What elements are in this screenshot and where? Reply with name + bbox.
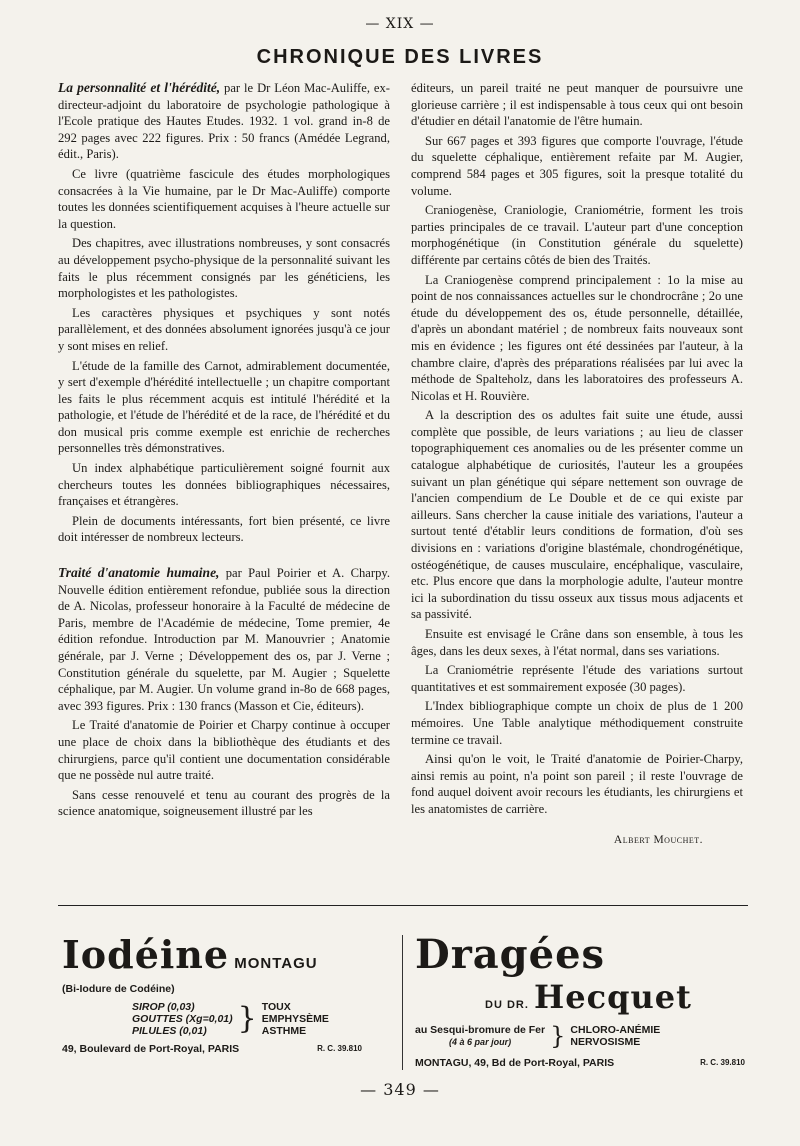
ad-composition: au Sesqui-bromure de Fer xyxy=(415,1024,546,1036)
paragraph: Des chapitres, avec illustrations nombreuses, y sont consacrés au développement psycho-physique de la personnalité suivant les faits le plus récemment consignés par les généticiens, les morphologistes et les pathologistes. xyxy=(58,236,390,301)
ad-subtitle: (Bi-Iodure de Codéine) xyxy=(62,983,175,995)
ad-iodeine xyxy=(62,932,392,1055)
paragraph: L'Index bibliographique compte un choix de plus de 1 200 mémoires. Une Table analytique méthodiquement construite termine ce travail. xyxy=(411,699,743,747)
paragraph: La Craniométrie représente l'étude des variations surtout quantitatives et est sommairement exposée (30 pages). xyxy=(411,663,743,694)
section-title: CHRONIQUE DES LIVRES xyxy=(256,46,544,68)
paragraph: Les caractères physiques et psychiques y sont notés parallèlement, et des données absolument ignorées jusqu'à ce jour y sont mises en relief. xyxy=(58,305,390,353)
book-details: par le Dr Léon Mac-Auliffe, ex-directeur-adjoint du laboratoire de psychologie pathologique à l'Ecole pratique des Hautes Etudes. 1932. 1 vol. grand in-8 de 292 pages avec 222 figures. Prix : 50 francs (Amédée Legrand, édit., Paris). xyxy=(58,81,390,162)
ad-dose: (4 à 6 par jour) xyxy=(449,1037,512,1047)
ad-address: 49, Boulevard de Port-Royal, PARIS xyxy=(62,1043,240,1055)
ad-address: MONTAGU, 49, Bd de Port-Royal, PARIS xyxy=(415,1057,615,1069)
ad-indication: EMPHYSÈME xyxy=(261,1013,329,1025)
book-details: par Paul Poirier et A. Charpy. Nouvelle édition entièrement refondue, publiée sous la direction de A. Nicolas, professeur honoraire à la Faculté de médecine de Paris, membre de l'Académie de médecine, Tome premier, 4e édition refondue. Introduction par M. Manouvrier ; Anatomie générale, par J. Verne ; Développement des os, par J. Verne ; Constitution générale du squelette, par M. Augier ; Squelette céphalique, par M. Augier. Un volume grand in-8o de 668 pages, avec 393 figures. Prix : 130 francs (Masson et Cie, éditeurs). xyxy=(58,566,390,713)
brace-glyph: } xyxy=(237,1001,257,1036)
ad-maker: MONTAGU xyxy=(234,955,318,972)
spacer xyxy=(58,549,390,565)
paragraph: Ce livre (quatrième fascicule des études morphologiques consacrées à la Vie humaine, par le Dr Mac-Auliffe) comporte toutes les données scientifiquement acquises à l'heure actuelle sur la question. xyxy=(58,166,390,231)
book-title: Traité d'anatomie humaine, xyxy=(58,565,220,581)
paragraph: Sans cesse renouvelé et tenu au courant des progrès de la science anatomique, soigneusement illustré par les xyxy=(58,787,390,819)
ad-indication: ASTHME xyxy=(261,1025,307,1037)
ad-rc: R. C. 39.810 xyxy=(700,1058,745,1067)
ad-prefix: DU DR. xyxy=(485,999,529,1011)
ad-name: Hecquet xyxy=(533,978,692,1016)
ad-form: GOUTTES (Xg=0,01) xyxy=(132,1013,233,1025)
review-entry xyxy=(58,80,390,163)
paragraph: A la description des os adultes fait suite une étude, aussi complète que possible, de leurs variations ; au lieu de classer topographiquement ces anomalies ou de les présenter comme un catalogue alphabétique de curiosités, l'auteur les a groupées suivant un plan génétique qui sépare nettement son ouvrage de l'ancien compendium de Le Double et de ce qui existe par ailleurs. Sans chercher la cause initiale des variations, l'auteur a surtout tenté d'établir leurs conditions de formation, d'où ses divisions en : variations d'origine blastémale, chondrogénétique, ostéogénétique, de causes musculaire, encéphalique, vasculaire, etc. Plus encore que dans la morphologie adulte, l'auteur montre ici la subordination du tissu osseux aux tissus mous adjacents et sa passivité. xyxy=(411,408,743,622)
review-entry xyxy=(58,565,390,714)
book-title: La personnalité et l'hérédité, xyxy=(58,80,221,95)
paragraph: Sur 667 pages et 393 figures que comporte l'ouvrage, l'étude du squelette céphalique, entièrement refaite par M. Augier, comprend 584 pages et 305 figures, soit la presque totalité du volume. xyxy=(411,133,743,198)
ad-rc: R. C. 39.810 xyxy=(317,1044,362,1053)
paragraph: Ainsi qu'on le voit, le Traité d'anatomie de Poirier-Charpy, ainsi remis au point, n'a point son pareil ; il reste l'ouvrage de fond auquel doivent avoir recours les étudiants, les chirurgiens et les anatomistes de carrière. xyxy=(411,752,743,816)
ad-form: PILULES (0,01) xyxy=(132,1025,207,1037)
brace-glyph: } xyxy=(550,1022,566,1050)
roman-page-number: — XIX — xyxy=(365,16,435,32)
ad-brand: Dragées xyxy=(415,931,606,978)
paragraph: L'étude de la famille des Carnot, admirablement documentée, y sert d'exemple d'hérédité intellectuelle ; un chapitre comportant les faits le plus récemment acquis est intitulé l'hérédité et la pathologie, et l'étude de l'hérédité et de la race, de l'hérédité et du don musical pris comme exemple est enrichie de recherches personnelles très démonstratives. xyxy=(58,358,390,456)
paragraph: Craniogenèse, Craniologie, Craniométrie, forment les trois parties principales de ce travail. L'auteur part d'une conception morphogénétique (in Constitution générale du squelette) différente par certains côtés de bien des Traités. xyxy=(411,203,743,267)
right-column xyxy=(411,80,743,848)
paragraph: Ensuite est envisagé le Crâne dans son ensemble, à tous les âges, dans les deux sexes, à l'état normal, dans ses variations. xyxy=(411,627,743,658)
paragraph: Le Traité d'anatomie de Poirier et Charpy continue à occuper une place de choix dans la bibliothèque des étudiants et des chirurgiens, parce qu'il contient une documentation considérable que ne possède nul autre traité. xyxy=(58,718,390,783)
ad-form: SIROP (0,03) xyxy=(132,1001,195,1013)
ad-dragees xyxy=(415,931,750,1069)
ad-indication: CHLORO-ANÉMIE xyxy=(570,1024,661,1036)
paragraph: La Craniogenèse comprend principalement : 1o la mise au point de nos connaissances actuelles sur le chondrocrâne ; 2o une étude du développement des os, étude personnelle, détaillée, d'après un abondant matériel ; de nombreux faits nouveaux sont mis en évidence ; les figures ont été dessinées par l'auteur, à la chambre claire, d'après des préparations réalisées par lui avec la méthode de Spalteholz, dans les laboratoires des professeurs A. Nicolas et H. Rouvière. xyxy=(411,272,743,403)
author-signature: Albert Mouchet. xyxy=(613,833,703,846)
paragraph: Plein de documents intéressants, fort bien présenté, ce livre doit intéresser de nombreux lecteurs. xyxy=(58,513,390,545)
ad-separator xyxy=(58,905,748,906)
paragraph: Un index alphabétique particulièrement soigné fournit aux chercheurs toutes les données bibliographiques nécessaires, françaises et étrangères. xyxy=(58,461,390,509)
ad-divider xyxy=(402,935,403,1070)
left-column xyxy=(58,80,390,823)
ad-indication: NERVOSISME xyxy=(570,1036,641,1048)
ad-indication: TOUX xyxy=(261,1001,291,1013)
paragraph: éditeurs, un pareil traité ne peut manquer de poursuivre une glorieuse carrière ; il est indispensable à tous ceux qui ont besoin d'étudier en détail l'anatomie de l'être humain. xyxy=(411,81,743,129)
page-number: — 349 — xyxy=(360,1080,440,1099)
ad-brand: Iodéine xyxy=(62,932,230,977)
